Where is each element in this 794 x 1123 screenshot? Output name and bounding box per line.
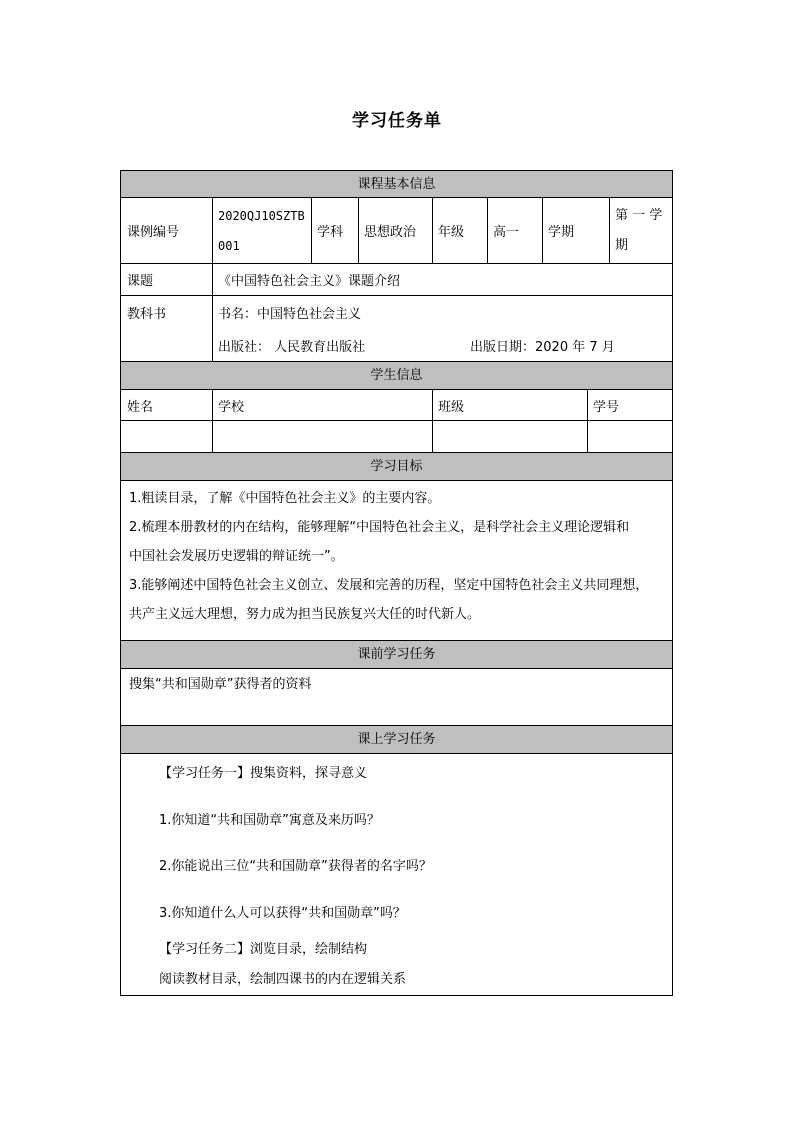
subject-value: 思想政治	[364, 225, 417, 240]
in-class-task-body	[120, 754, 673, 996]
pre-class-task-text: 搜集“共和国勋章”获得者的资料	[129, 677, 312, 692]
section-header-in-class-task: 课上学习任务	[120, 726, 673, 754]
course-code-value	[212, 198, 311, 263]
task-1-question-1: 1.你知道“共和国勋章”寓意及来历吗？	[159, 813, 380, 828]
subject-label: 学科	[317, 225, 344, 240]
term-value-line1: 第 一 学	[615, 207, 663, 223]
goal-2-line1: 2.梳理本册教材的内在结构，能够理解“中国特色社会主义，是科学社会主义理论逻辑和	[129, 520, 630, 535]
student-id-label: 学号	[593, 399, 620, 415]
task-2-title: 【学习任务二】浏览目录，绘制结构	[159, 942, 368, 957]
textbook-name: 书名：中国特色社会主义	[218, 306, 362, 322]
course-info-grid	[120, 198, 673, 362]
learning-goals-body	[120, 481, 673, 641]
grade-value: 高一	[493, 225, 520, 240]
grade-label: 年级	[438, 225, 465, 240]
task-sheet-table	[120, 170, 673, 996]
term-label: 学期	[548, 225, 575, 240]
goal-3-line1: 3.能够阐述中国特色社会主义创立、发展和完善的历程，坚定中国特色社会主义共同理想，	[129, 578, 649, 593]
topic-value: 《中国特色社会主义》课题介绍	[218, 273, 401, 289]
course-code-line2: 001	[218, 238, 240, 253]
course-code-label: 课例编号	[127, 225, 180, 240]
course-code-line1: 2020QJ10SZTB	[218, 208, 305, 223]
section-header-learning-goals: 学习目标	[120, 453, 673, 481]
student-class-label: 班级	[438, 399, 465, 415]
goal-3-line2: 共产主义远大理想，努力成为担当民族复兴大任的时代新人。	[129, 607, 481, 622]
student-school-label: 学校	[218, 399, 245, 415]
publisher: 出版社： 人民教育出版社	[218, 339, 366, 355]
student-name-field[interactable]	[121, 421, 212, 452]
student-name-label: 姓名	[127, 399, 154, 415]
publish-date: 出版日期：2020 年 7 月	[470, 339, 615, 355]
task-1-question-3: 3.你知道什么人可以获得“共和国勋章”吗？	[159, 906, 406, 921]
document-title: 学习任务单	[352, 111, 442, 131]
goal-1: 1.粗读目录，了解《中国特色社会主义》的主要内容。	[129, 491, 441, 506]
topic-label: 课题	[127, 273, 154, 289]
section-header-course-info: 课程基本信息	[120, 170, 673, 198]
textbook-label: 教科书	[127, 306, 167, 322]
goal-2-line2: 中国社会发展历史逻辑的辩证统一”。	[129, 549, 344, 564]
term-value	[609, 198, 673, 263]
section-header-student-info: 学生信息	[120, 362, 673, 390]
pre-class-task-body	[120, 669, 673, 726]
student-info-grid	[120, 390, 673, 453]
section-header-pre-class-task: 课前学习任务	[120, 641, 673, 669]
term-value-line2: 期	[615, 237, 629, 253]
student-class-field[interactable]	[432, 421, 587, 452]
task-1-title: 【学习任务一】搜集资料，探寻意义	[159, 766, 368, 781]
task-2-description: 阅读教材目录，绘制四课书的内在逻辑关系	[159, 972, 407, 987]
student-id-field[interactable]	[587, 421, 673, 452]
student-school-field[interactable]	[212, 421, 432, 452]
task-1-question-2: 2.你能说出三位“共和国勋章”获得者的名字吗？	[159, 859, 432, 874]
